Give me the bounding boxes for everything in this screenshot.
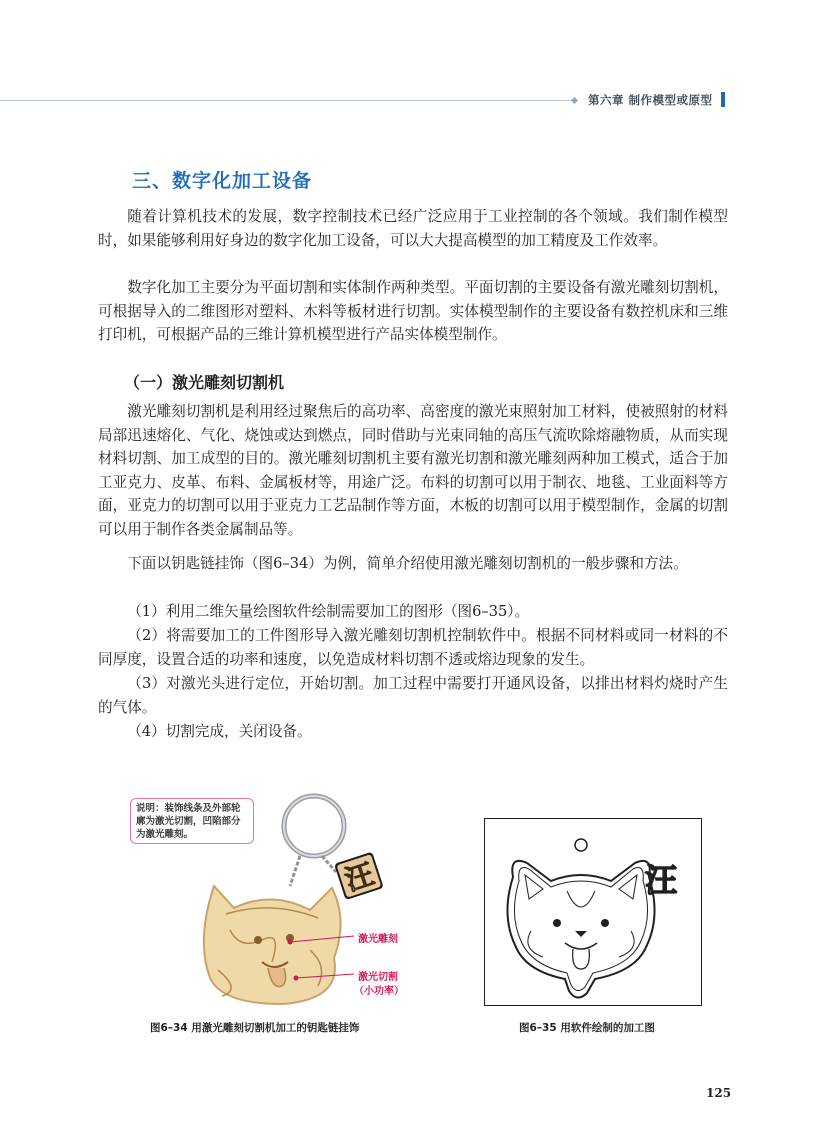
- paragraph-laser: 激光雕刻切割机是利用经过聚焦后的高功率、高密度的激光束照射加工材料，使被照射的材料局部迅速熔化、气化、烧蚀或达到燃点，同时借助与光束同轴的高压气流吹除熔融物质，从而实现材料切割、加工成型的目的。激光雕刻切割机主要有激光切割和激光雕刻两种加工模式，适合于加工亚克力、皮革、布料、金属板材等，用途广泛。布料的切割可以用于制衣、地毯、工业面料等方面，亚克力的切割可以用于亚克力工艺品制作等方面，木板的切割可以用于模型制作，金属的切割可以用于制作各类金属制品等。: [98, 403, 728, 538]
- label-laser-cut-power: （小功率）: [354, 986, 404, 997]
- figure-vector-drawing: [484, 818, 702, 1006]
- subsection-title: （一）激光雕刻切割机: [124, 373, 285, 392]
- vector-outline-illustration: [485, 819, 701, 1005]
- chapter-header: 第六章 制作模型或原型: [588, 93, 713, 107]
- wang-glyph: 汪: [644, 861, 678, 899]
- section-title: 三、数字化加工设备: [132, 170, 313, 192]
- header-accent-bar: [721, 92, 725, 107]
- step-2: （2）将需要加工的工件图形导入激光雕刻切割机控制软件中。根据不同材料或同一材料的不同厚度，设置合适的功率和速度，以免造成材料切割不透或熔边现象的发生。: [98, 627, 728, 668]
- caption-figure-6-34: 图6–34 用激光雕刻切割机加工的钥匙链挂饰: [150, 1022, 360, 1034]
- label-laser-cut: 激光切割: [358, 972, 398, 983]
- svg-text:汪: 汪: [340, 857, 378, 898]
- caption-figure-6-35: 图6–35 用软件绘制的加工图: [519, 1022, 655, 1034]
- figure-note: 说明：装饰线条及外部轮廓为激光切割，凹陷部分为激光雕刻。: [130, 798, 254, 844]
- page-number: 125: [706, 1086, 732, 1100]
- step-3: （3）对激光头进行定位，开始切割。加工过程中需要打开通风设备，以排出材料灼烧时产生的气体。: [98, 675, 728, 716]
- figure-keychain: [122, 790, 422, 1015]
- paragraph-example: 下面以钥匙链挂饰（图6–34）为例，简单介绍使用激光雕刻切割机的一般步骤和方法。: [127, 555, 688, 572]
- paragraph-intro: 随着计算机技术的发展，数字控制技术已经广泛应用于工业控制的各个领域。我们制作模型时，如果能够利用好身边的数字化加工设备，可以大大提高模型的加工精度及工作效率。: [98, 208, 728, 249]
- paragraph-types: 数字化加工主要分为平面切割和实体制作两种类型。平面切割的主要设备有激光雕刻切割机，可根据导入的二维图形对塑料、木料等板材进行切割。实体模型制作的主要设备有数控机床和三维打印机，可根据产品的三维计算机模型进行产品实体模型制作。: [98, 279, 728, 344]
- header-diamond-icon: [571, 97, 578, 104]
- step-1: （1）利用二维矢量绘图软件绘制需要加工的图形（图6–35）。: [127, 603, 530, 620]
- header-rule: [0, 100, 572, 101]
- step-4: （4）切割完成，关闭设备。: [127, 723, 312, 740]
- label-laser-engrave: 激光雕刻: [358, 934, 398, 945]
